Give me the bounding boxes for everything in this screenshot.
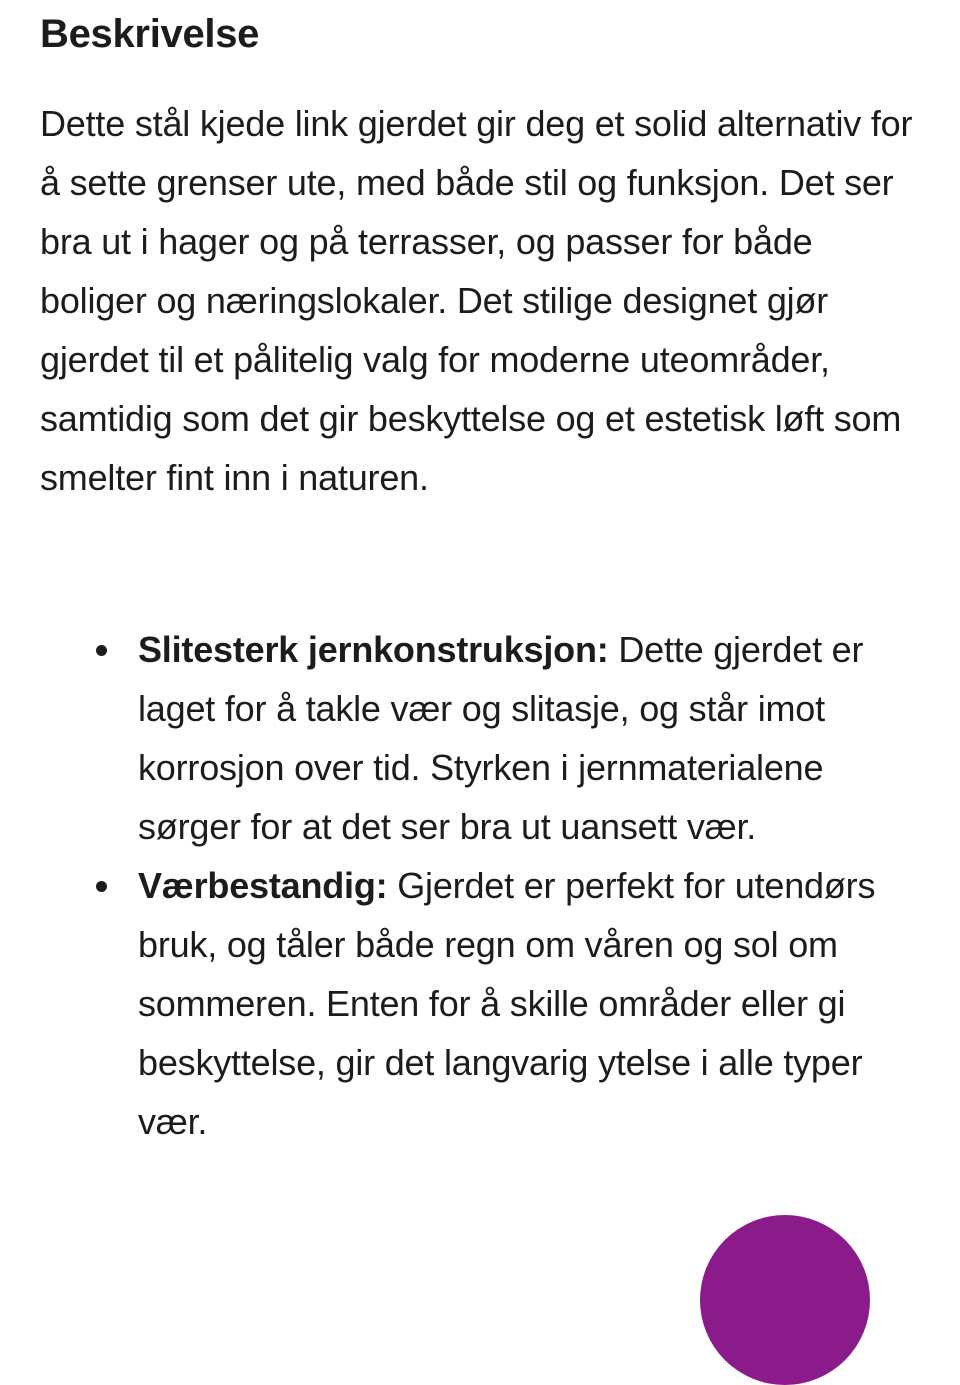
feature-item-weatherproof — [138, 856, 920, 1151]
feature-list — [40, 620, 920, 1151]
feature-text: Gjerdet er perfekt for utendørs bruk, og tåler både regn om våren og sol om sommeren. Enten for å skille områder eller gi beskyttelse, gir det langvarig ytelse i alle typer vær. — [138, 865, 876, 1142]
bullet-icon — [96, 645, 107, 656]
feature-title: Slitesterk jernkonstruksjon: — [138, 629, 609, 670]
bullet-icon — [96, 881, 107, 892]
product-description-section — [40, 0, 920, 1151]
chat-bubble-icon[interactable] — [700, 1215, 870, 1385]
feature-text: Dette gjerdet er laget for å takle vær og slitasje, og står imot korrosjon over tid. Styrken i jernmaterialene sørger for at det ser bra ut uansett vær. — [138, 629, 864, 847]
section-heading: Beskrivelse — [40, 12, 260, 56]
description-text: Dette stål kjede link gjerdet gir deg et solid alternativ for å sette grenser ute, med både stil og funksjon. Det ser bra ut i hager og på terrasser, og passer for både boliger og næringslokaler. Det stilige designet gjør gjerdet til et pålitelig valg for moderne uteområder, samtidig som det gir beskyttelse og et estetisk løft som smelter fint inn i naturen. — [40, 103, 913, 498]
feature-title: Værbestandig: — [138, 865, 388, 906]
feature-item-ironwork — [138, 620, 920, 856]
